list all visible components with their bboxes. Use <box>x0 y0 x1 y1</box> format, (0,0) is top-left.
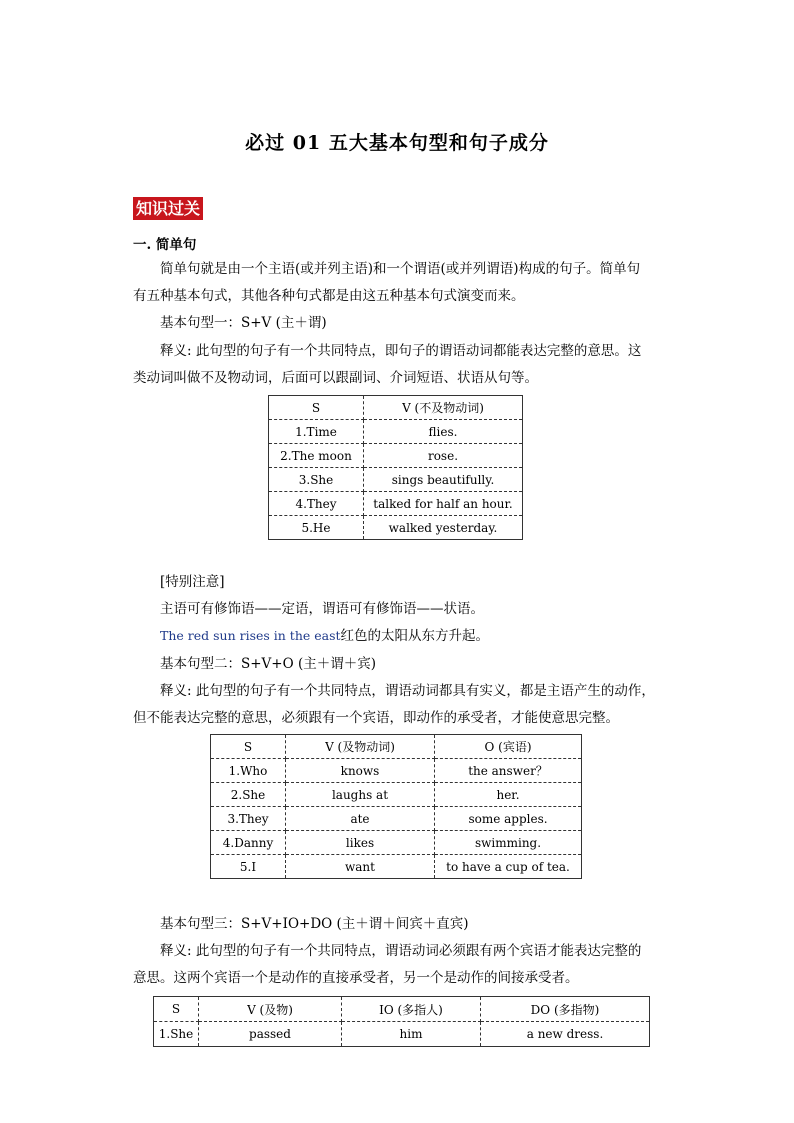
table-cell: rose. <box>364 444 523 468</box>
table-cell: some apples. <box>435 807 582 831</box>
table-cell: passed <box>199 1022 342 1047</box>
pattern3-table <box>153 996 650 1047</box>
example-chinese: 红色的太阳从东方升起。 <box>340 628 490 644</box>
pattern3-explain: 释义: 此句型的句子有一个共同特点，谓语动词必须跟有两个宾语才能表达完整的 <box>160 943 642 959</box>
table-cell: swimming. <box>435 831 582 855</box>
pattern1-table <box>268 395 523 540</box>
table-row <box>269 516 523 540</box>
table-cell: 2.She <box>211 783 286 807</box>
table-header-row <box>269 396 523 420</box>
table-row <box>154 1022 650 1047</box>
table-header-cell: DO (多指物) <box>481 997 650 1022</box>
table-row <box>269 420 523 444</box>
table-cell: the answer？ <box>435 759 582 783</box>
section-badge: 知识过关 <box>133 197 203 220</box>
table-header-cell: IO (多指人) <box>342 997 481 1022</box>
table-row <box>211 831 582 855</box>
pattern3-explain: 意思。这两个宾语一个是动作的直接承受者，另一个是动作的间接承受者。 <box>133 970 579 986</box>
table-cell: knows <box>286 759 435 783</box>
table-cell: talked for half an hour. <box>364 492 523 516</box>
table-cell: 4.They <box>269 492 364 516</box>
table-header-row <box>211 735 582 759</box>
table-header-row <box>154 997 650 1022</box>
section-heading: 一. 简单句 <box>133 237 197 253</box>
table-cell: 1.Who <box>211 759 286 783</box>
table-row <box>269 492 523 516</box>
table-cell: 1.Time <box>269 420 364 444</box>
table-header-cell: V (不及物动词) <box>364 396 523 420</box>
table-cell: walked yesterday. <box>364 516 523 540</box>
table-header-cell: S <box>269 396 364 420</box>
table-cell: sings beautifully. <box>364 468 523 492</box>
table-cell: laughs at <box>286 783 435 807</box>
table-cell: him <box>342 1022 481 1047</box>
table-cell: 3.She <box>269 468 364 492</box>
table-cell: 3.They <box>211 807 286 831</box>
paragraph-line: 简单句就是由一个主语(或并列主语)和一个谓语(或并列谓语)构成的句子。简单句 <box>160 261 641 277</box>
table-header-cell: O (宾语) <box>435 735 582 759</box>
table-cell: 4.Danny <box>211 831 286 855</box>
pattern1-heading: 基本句型一：S+V (主＋谓) <box>160 315 327 331</box>
pattern2-table <box>210 734 582 879</box>
table-cell: want <box>286 855 435 879</box>
table-cell: to have a cup of tea. <box>435 855 582 879</box>
example-english: The red sun rises in the east <box>160 628 341 643</box>
pattern3-heading: 基本句型三：S+V+IO+DO (主＋谓＋间宾＋直宾) <box>160 916 469 932</box>
table-cell: ate <box>286 807 435 831</box>
table-cell: 1.She <box>154 1022 199 1047</box>
pattern2-explain: 但不能表达完整的意思，必须跟有一个宾语，即动作的承受者，才能使意思完整。 <box>133 710 619 726</box>
table-header-cell: S <box>154 997 199 1022</box>
table-cell: 2.The moon <box>269 444 364 468</box>
table-header-cell: V (及物) <box>199 997 342 1022</box>
table-header-cell: S <box>211 735 286 759</box>
table-cell: 5.I <box>211 855 286 879</box>
table-cell: likes <box>286 831 435 855</box>
pattern2-heading: 基本句型二：S+V+O (主＋谓＋宾) <box>160 656 377 672</box>
table-header-cell: V (及物动词) <box>286 735 435 759</box>
table-row <box>269 444 523 468</box>
note-example <box>160 627 489 645</box>
table-row <box>211 783 582 807</box>
paragraph-line: 有五种基本句式，其他各种句式都是由这五种基本句式演变而来。 <box>133 288 525 304</box>
table-cell: a new dress. <box>481 1022 650 1047</box>
page-title: 必过 01 五大基本句型和句子成分 <box>245 132 549 154</box>
table-row <box>211 759 582 783</box>
note-heading: [特别注意] <box>160 574 225 590</box>
table-row <box>211 807 582 831</box>
table-cell: her. <box>435 783 582 807</box>
table-cell: 5.He <box>269 516 364 540</box>
table-cell: flies. <box>364 420 523 444</box>
note-line: 主语可有修饰语——定语，谓语可有修饰语——状语。 <box>160 601 484 617</box>
table-row <box>211 855 582 879</box>
pattern1-explain: 类动词叫做不及物动词，后面可以跟副词、介词短语、状语从句等。 <box>133 370 538 386</box>
table-row <box>269 468 523 492</box>
pattern1-explain: 释义: 此句型的句子有一个共同特点，即句子的谓语动词都能表达完整的意思。这 <box>160 343 642 359</box>
pattern2-explain: 释义: 此句型的句子有一个共同特点，谓语动词都具有实义，都是主语产生的动作， <box>160 683 655 699</box>
